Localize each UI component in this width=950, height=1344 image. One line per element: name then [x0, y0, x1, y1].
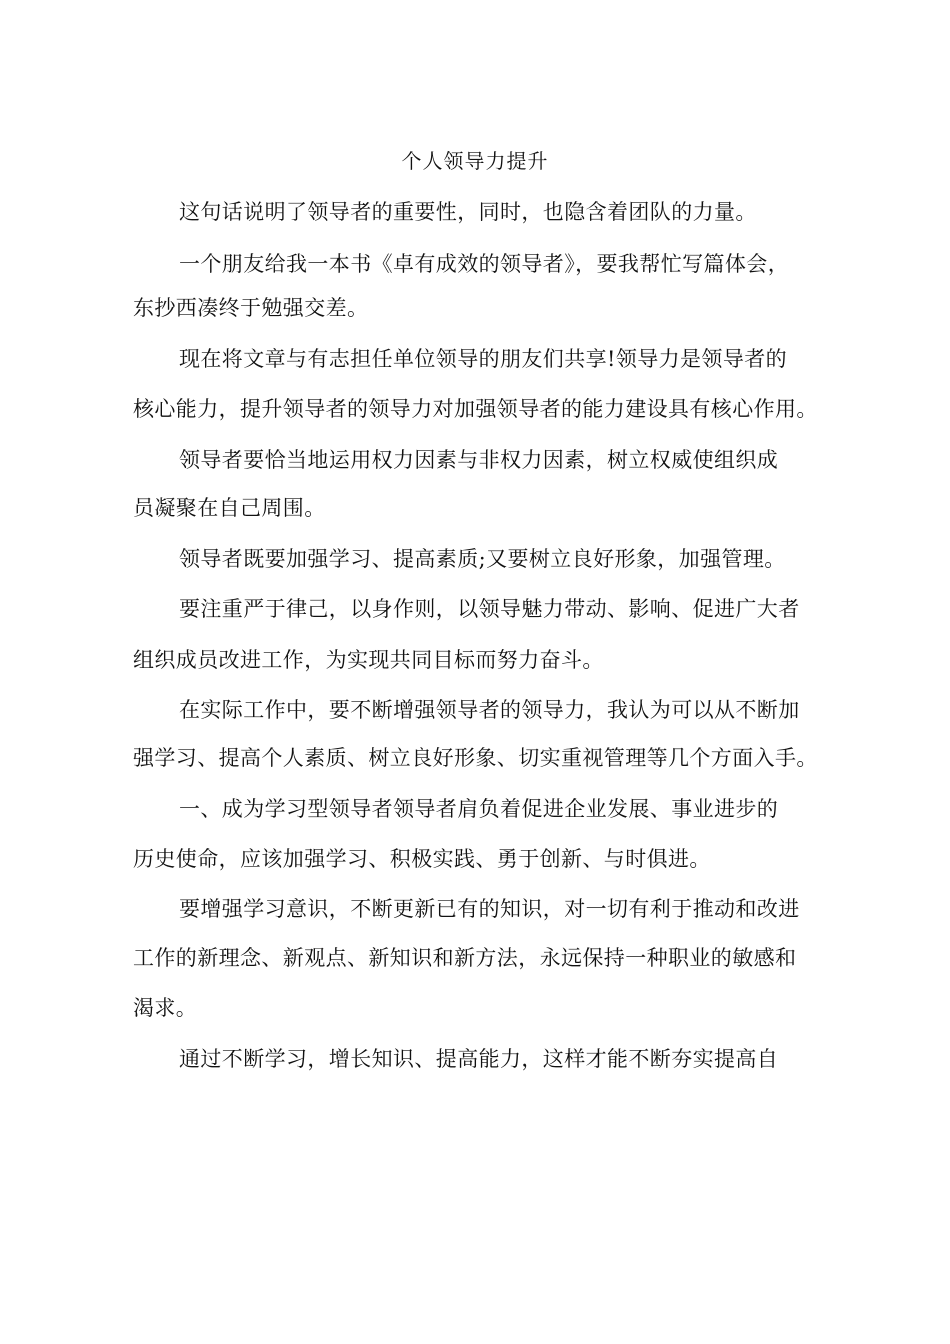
paragraph-line: 东抄西凑终于勉强交差。 [133, 296, 369, 320]
paragraph-line: 渴求。 [133, 996, 198, 1020]
paragraph-line: 通过不断学习，增长知识、提高能力，这样才能不断夯实提高自 [179, 1047, 779, 1071]
paragraph-line: 核心能力，提升领导者的领导力对加强领导者的能力建设具有核心作用。 [133, 397, 818, 421]
paragraph-line: 在实际工作中，要不断增强领导者的领导力，我认为可以从不断加 [179, 698, 800, 722]
paragraph-line: 历史使命，应该加强学习、积极实践、勇于创新、与时俱进。 [133, 847, 711, 871]
paragraph-line: 要注重严于律己，以身作则，以领导魅力带动、影响、促进广大者 [179, 597, 800, 621]
paragraph-line: 强学习、提高个人素质、树立良好形象、切实重视管理等几个方面入手。 [133, 746, 818, 770]
paragraph-line: 一、成为学习型领导者领导者肩负着促进企业发展、事业进步的 [179, 797, 779, 821]
paragraph-line: 要增强学习意识，不断更新已有的知识，对一切有利于推动和改进 [179, 897, 800, 921]
paragraph-line: 领导者要恰当地运用权力因素与非权力因素，树立权威使组织成 [179, 448, 779, 472]
paragraph-line: 这句话说明了领导者的重要性，同时，也隐含着团队的力量。 [179, 200, 757, 224]
paragraph-line: 组织成员改进工作，为实现共同目标而努力奋斗。 [133, 648, 604, 672]
document-title: 个人领导力提升 [401, 149, 549, 173]
paragraph-line: 领导者既要加强学习、提高素质;又要树立良好形象，加强管理。 [179, 547, 786, 571]
paragraph-line: 员凝聚在自己周围。 [133, 496, 326, 520]
paragraph-line: 一个朋友给我一本书《卓有成效的领导者》，要我帮忙写篇体会， [179, 252, 790, 276]
paragraph-line: 工作的新理念、新观点、新知识和新方法，永远保持一种职业的敏感和 [133, 946, 797, 970]
paragraph-line: 现在将文章与有志担任单位领导的朋友们共享!领导力是领导者的 [179, 347, 788, 371]
